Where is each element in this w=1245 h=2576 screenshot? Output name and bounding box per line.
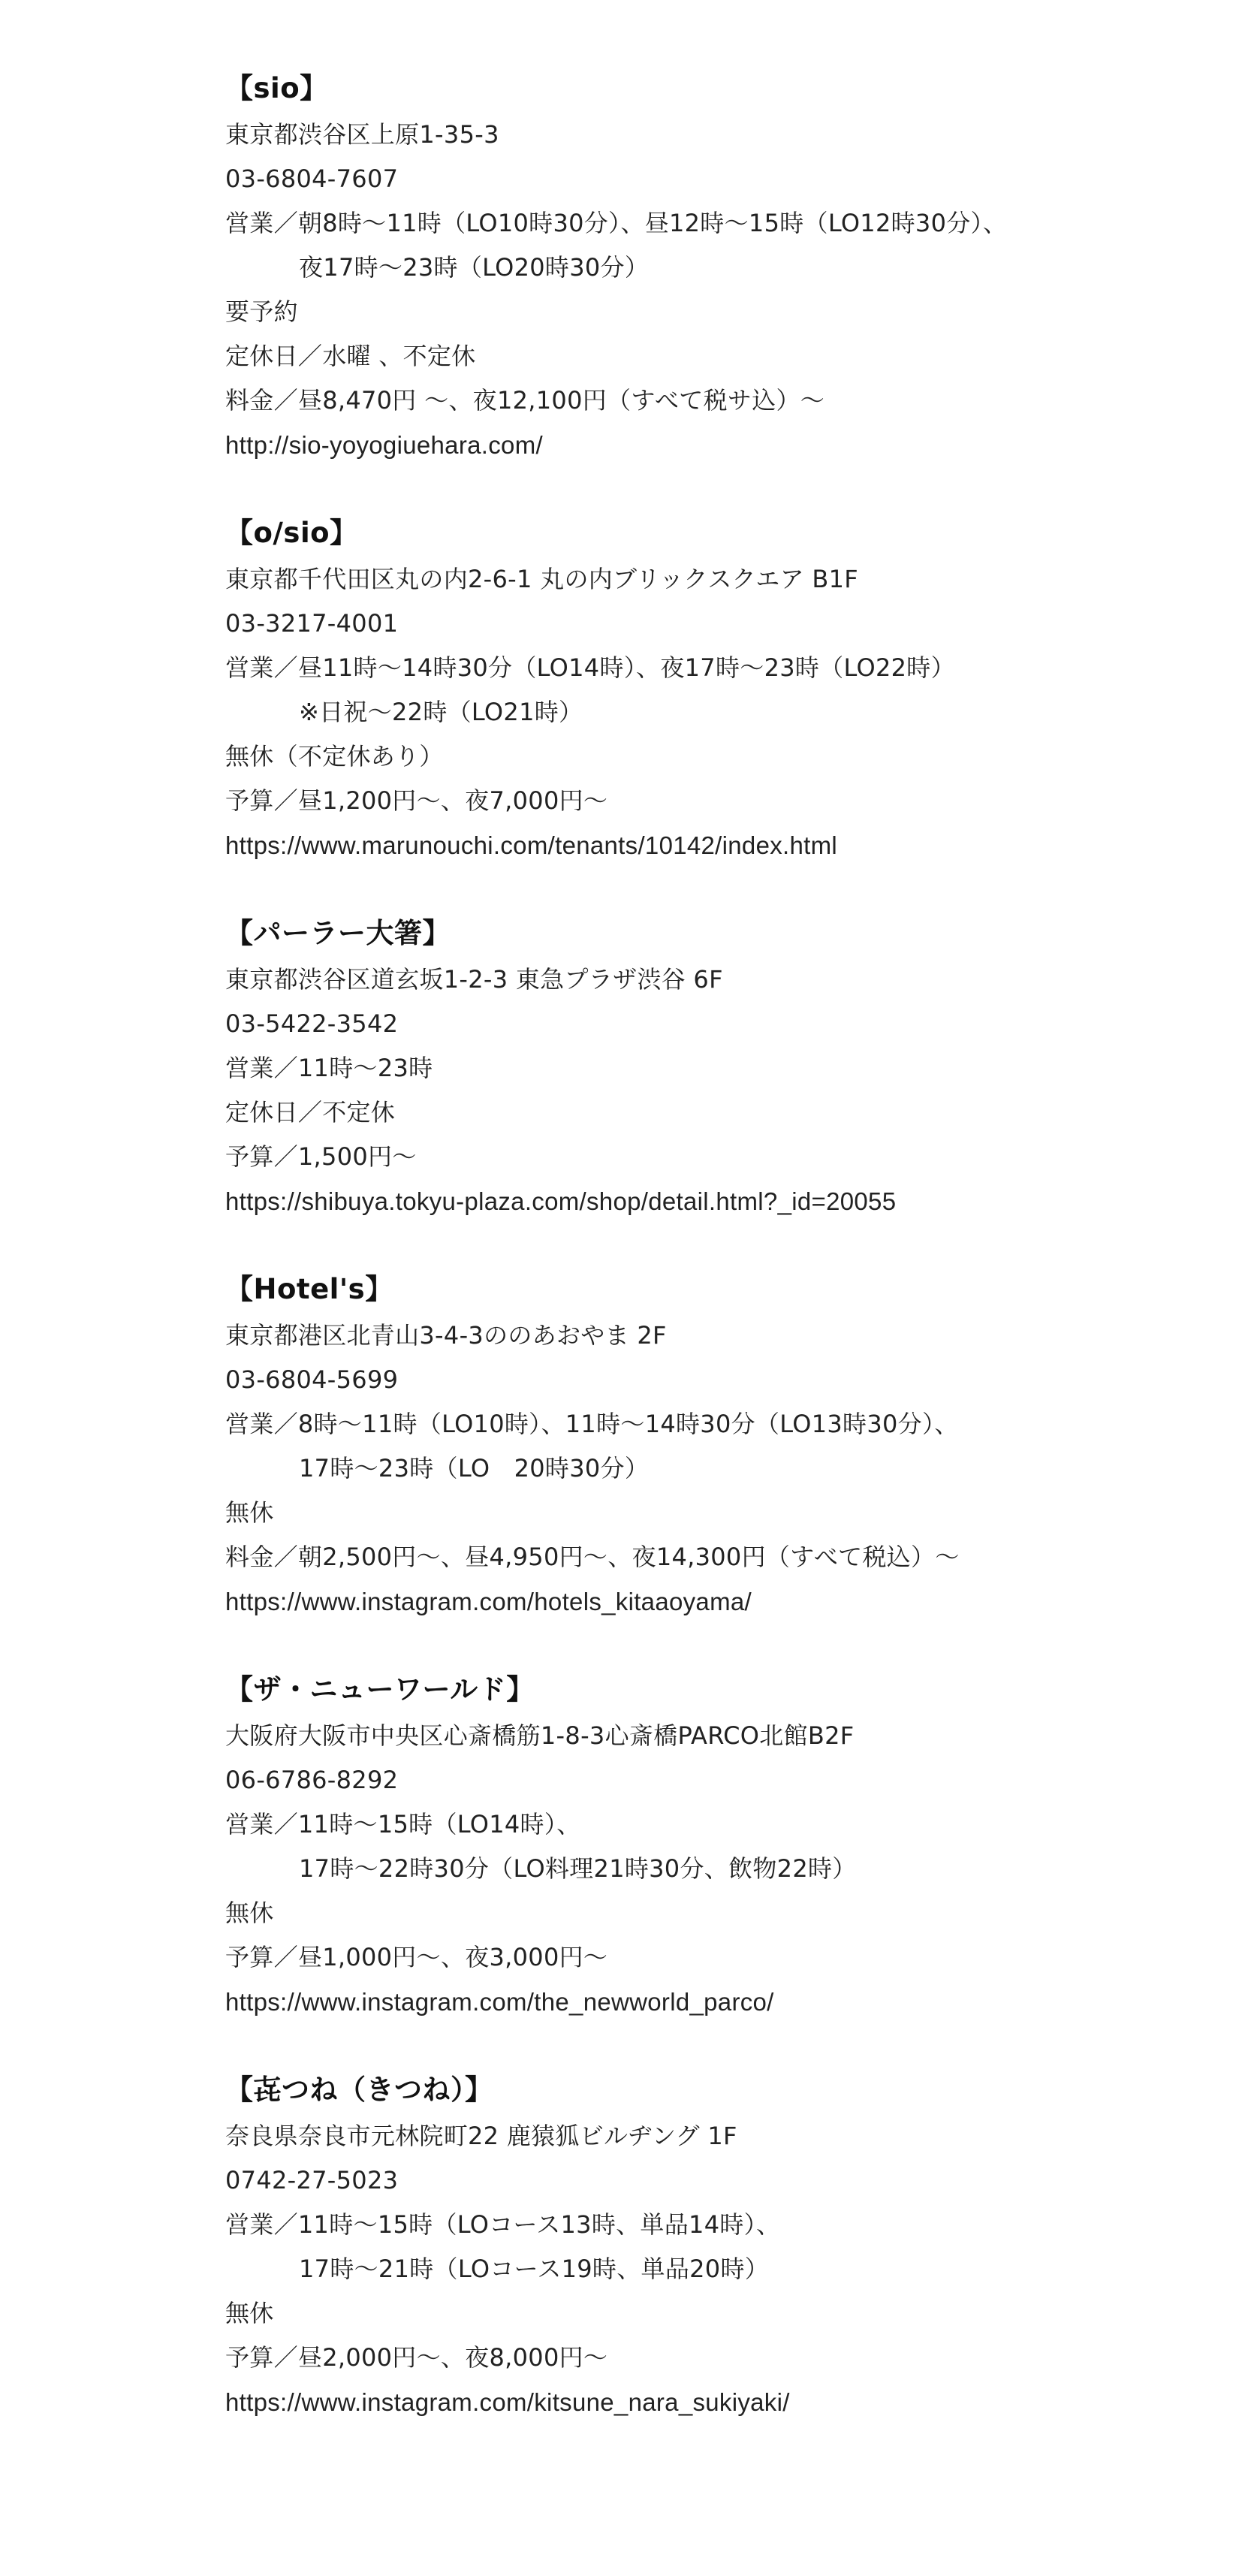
shop-address: 東京都渋谷区道玄坂1-2-3 東急プラザ渋谷 6F [225, 965, 723, 994]
shop-entry-hotels [225, 1265, 1201, 1624]
shop-hours: 営業／11時～15時（LO14時）、 [225, 1810, 581, 1838]
shop-price: 予算／昼2,000円～、夜8,000円～ [225, 2343, 608, 2372]
shop-address: 奈良県奈良市元林院町22 鹿猿狐ビルヂング 1F [225, 2122, 737, 2150]
shop-name: 【o/sio】 [225, 517, 358, 549]
shop-hours: 営業／朝8時～11時（LO10時30分）、昼12時～15時（LO12時30分）、 [225, 209, 1008, 237]
shop-url: http://sio-yoyogiuehara.com/ [225, 431, 543, 459]
shop-address: 東京都千代田区丸の内2-6-1 丸の内ブリックスクエア B1F [225, 565, 859, 593]
shop-address: 東京都港区北青山3-4-3ののあおやま 2F [225, 1321, 667, 1350]
shop-name: 【パーラー大箸】 [225, 917, 451, 949]
shop-phone: 03-6804-5699 [225, 1365, 399, 1394]
shop-name: 【Hotel's】 [225, 1273, 393, 1305]
shop-name: 【sio】 [225, 72, 328, 104]
shop-hours: 営業／11時～23時 [225, 1054, 433, 1082]
shop-hours-continued: ※日祝～22時（LO21時） [299, 698, 583, 726]
shop-price: 予算／昼1,000円～、夜3,000円～ [225, 1943, 608, 1971]
shop-entry-parlor-ohashi [225, 909, 1201, 1223]
shop-closed-days: 無休 [225, 1498, 274, 1527]
shop-phone: 03-3217-4001 [225, 609, 399, 638]
shop-price: 予算／昼1,200円～、夜7,000円～ [225, 786, 608, 815]
shop-hours-continued: 17時～22時30分（LO料理21時30分、飲物22時） [299, 1854, 857, 1883]
shop-closed-days: 無休 [225, 2299, 274, 2327]
shop-hours-continued: 17時～23時（LO 20時30分） [299, 1454, 650, 1483]
shop-price: 料金／朝2,500円～、昼4,950円～、夜14,300円（すべて税込）～ [225, 1543, 960, 1571]
shop-hours: 営業／11時～15時（LOコース13時、単品14時）、 [225, 2210, 781, 2239]
shop-url: https://www.instagram.com/kitsune_nara_sukiyaki/ [225, 2388, 790, 2416]
shop-closed-days: 無休（不定休あり） [225, 742, 444, 771]
shop-entry-the-new-world [225, 1666, 1201, 2024]
shop-hours: 営業／8時～11時（LO10時）、11時～14時30分（LO13時30分）、 [225, 1410, 959, 1438]
shop-closed-days: 定休日／不定休 [225, 1098, 396, 1127]
shop-closed-days: 定休日／水曜 、不定休 [225, 342, 476, 370]
shop-entry-o-sio [225, 509, 1201, 867]
shop-name: 【㐂つね（きつね）】 [225, 2074, 493, 2106]
shop-note: 要予約 [225, 297, 298, 326]
shop-url: https://www.instagram.com/the_newworld_parco/ [225, 1988, 774, 2016]
shop-hours: 営業／昼11時～14時30分（LO14時）、夜17時～23時（LO22時） [225, 653, 955, 682]
shop-name: 【ザ・ニューワールド】 [225, 1673, 535, 1706]
shop-hours-continued: 夜17時～23時（LO20時30分） [299, 253, 650, 282]
shop-list [225, 65, 1201, 2424]
shop-phone: 0742-27-5023 [225, 2166, 399, 2194]
shop-closed-days: 無休 [225, 1899, 274, 1927]
shop-price: 予算／1,500円～ [225, 1142, 417, 1171]
shop-entry-kitsune [225, 2066, 1201, 2424]
shop-url: https://www.marunouchi.com/tenants/10142/index.html [225, 831, 838, 859]
shop-url: https://shibuya.tokyu-plaza.com/shop/detail.html?_id=20055 [225, 1187, 897, 1215]
shop-url: https://www.instagram.com/hotels_kitaaoyama/ [225, 1588, 752, 1615]
shop-address: 大阪府大阪市中央区心斎橋筋1-8-3心斎橋PARCO北館B2F [225, 1721, 855, 1750]
shop-phone: 03-6804-7607 [225, 164, 399, 193]
shop-hours-continued: 17時～21時（LOコース19時、単品20時） [299, 2255, 770, 2283]
shop-phone: 06-6786-8292 [225, 1766, 399, 1794]
shop-price: 料金／昼8,470円 ～、夜12,100円（すべて税サ込）～ [225, 386, 825, 415]
shop-entry-sio [225, 65, 1201, 467]
shop-phone: 03-5422-3542 [225, 1009, 399, 1038]
shop-address: 東京都渋谷区上原1-35-3 [225, 120, 499, 149]
